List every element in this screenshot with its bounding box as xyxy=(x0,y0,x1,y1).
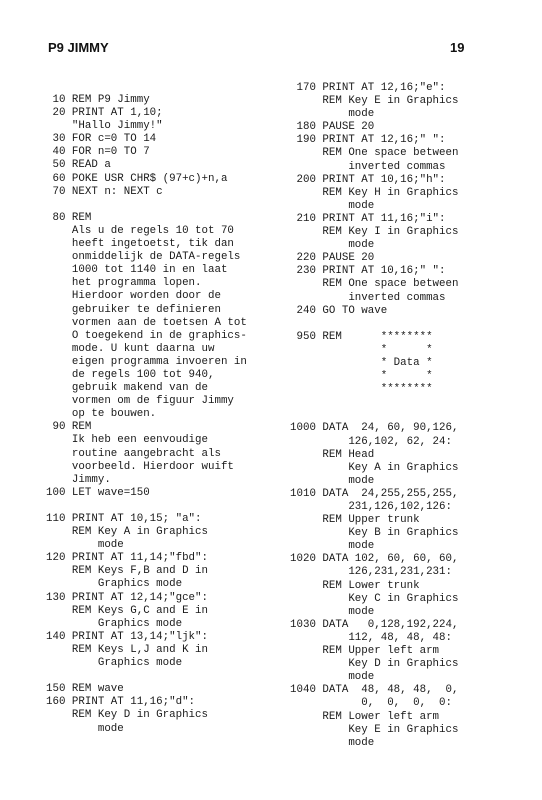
code-line: Hierdoor worden door de xyxy=(46,290,221,303)
code-line: 120 PRINT AT 11,14;"fbd": xyxy=(46,552,208,565)
code-line: Jimmy. xyxy=(46,473,111,486)
code-line: eigen programma invoeren in xyxy=(46,355,247,368)
code-line: 80 REM xyxy=(46,211,92,224)
code-line: 126,231,231,231: xyxy=(290,566,452,579)
code-line: Graphics mode xyxy=(46,657,183,670)
code-line: 110 PRINT AT 10,15; "a": xyxy=(46,513,202,525)
code-line: REM Key I in Graphics xyxy=(290,226,459,239)
code-line xyxy=(290,409,530,422)
code-line: 230 PRINT AT 10,16;" ": xyxy=(290,265,446,278)
code-line: 190 PRINT AT 12,16;" ": xyxy=(290,134,446,147)
code-line: Key A in Graphics xyxy=(290,461,459,474)
code-line: 50 READ a xyxy=(46,159,111,172)
code-line: 60 POKE USR CHR$ (97+c)+n,a xyxy=(46,172,228,185)
code-line: de regels 100 tot 940, xyxy=(46,368,215,381)
code-line: mode xyxy=(46,539,124,552)
code-line: Graphics mode xyxy=(46,617,183,630)
code-line: * Data * xyxy=(290,356,433,369)
code-line: inverted commas xyxy=(290,160,446,173)
code-line: inverted commas xyxy=(290,291,446,304)
code-line: 140 PRINT AT 13,14;"ljk": xyxy=(46,630,208,643)
code-line: Key D in Graphics xyxy=(290,658,459,671)
code-line: REM Key E in Graphics xyxy=(290,95,459,108)
code-line: mode xyxy=(290,474,375,487)
code-line: REM Upper left arm xyxy=(290,645,440,658)
code-line: 40 FOR n=0 TO 7 xyxy=(46,146,150,159)
code-line: REM Keys L,J and K in xyxy=(46,643,208,656)
code-line: O toegekend in de graphics- xyxy=(46,329,247,342)
code-line: 0, 0, 0, 0: xyxy=(290,697,452,710)
code-line: 231,126,102,126: xyxy=(290,501,452,513)
code-line: mode xyxy=(290,199,375,212)
code-line: REM Lower left arm xyxy=(290,710,440,723)
code-line xyxy=(46,199,286,212)
code-line: 126,102, 62, 24: xyxy=(290,435,452,448)
code-line: 100 LET wave=150 xyxy=(46,486,150,499)
code-line: voorbeeld. Hierdoor wuift xyxy=(46,460,234,473)
program-listing-right-column xyxy=(290,82,530,750)
code-line xyxy=(46,500,286,513)
code-line: ******** xyxy=(290,383,433,396)
code-line: REM Key D in Graphics xyxy=(46,709,208,722)
code-line: 112, 48, 48, 48: xyxy=(290,631,452,644)
code-line: mode xyxy=(290,108,375,121)
code-line: mode xyxy=(290,605,375,618)
code-line: 30 FOR c=0 TO 14 xyxy=(46,133,157,146)
code-line: REM Keys F,B and D in xyxy=(46,565,208,578)
code-line: 950 REM ******** xyxy=(290,330,433,343)
code-line: 240 GO TO wave xyxy=(290,304,388,317)
code-line: Graphics mode xyxy=(46,578,183,591)
code-line: * * xyxy=(290,370,433,383)
code-line: Key C in Graphics xyxy=(290,592,459,605)
code-line: 1000 DATA 24, 60, 90,126, xyxy=(290,422,459,435)
code-line: 210 PRINT AT 11,16;"i": xyxy=(290,212,446,225)
code-line: gebruiker te definieren xyxy=(46,303,221,316)
code-line: Key B in Graphics xyxy=(290,527,459,540)
code-line: REM Head xyxy=(290,448,375,461)
code-line: REM Key A in Graphics xyxy=(46,526,208,539)
code-line: het programma lopen. xyxy=(46,277,202,290)
code-line: 10 REM P9 Jimmy xyxy=(46,94,150,106)
code-line: REM Key H in Graphics xyxy=(290,186,459,199)
code-line: Ik heb een eenvoudige xyxy=(46,434,208,447)
code-line xyxy=(46,670,286,683)
code-line: REM Upper trunk xyxy=(290,514,420,527)
code-line: 130 PRINT AT 12,14;"gce": xyxy=(46,591,208,604)
running-title: P9 JIMMY xyxy=(48,40,109,55)
code-line: op te bouwen. xyxy=(46,408,157,421)
code-line xyxy=(290,396,530,409)
code-line: 90 REM xyxy=(46,421,92,434)
code-line: Key E in Graphics xyxy=(290,723,459,736)
code-line: mode xyxy=(290,540,375,553)
code-line: mode xyxy=(46,722,124,735)
code-line: 160 PRINT AT 11,16;"d": xyxy=(46,696,196,709)
page-number: 19 xyxy=(450,40,465,55)
program-listing-left-column xyxy=(46,94,286,736)
code-line: 70 NEXT n: NEXT c xyxy=(46,185,163,198)
code-line: REM One space between xyxy=(290,147,459,160)
code-line: 180 PAUSE 20 xyxy=(290,121,375,134)
code-line: Als u de regels 10 tot 70 xyxy=(46,224,234,237)
code-line: mode xyxy=(290,736,375,749)
code-line: REM Lower trunk xyxy=(290,579,420,592)
code-line: mode xyxy=(290,239,375,252)
code-line: "Hallo Jimmy!" xyxy=(46,120,163,133)
code-line: gebruik makend van de xyxy=(46,382,208,395)
code-line: 1010 DATA 24,255,255,255, xyxy=(290,487,459,500)
code-line: 1020 DATA 102, 60, 60, 60, xyxy=(290,553,459,566)
code-line: onmiddelijk de DATA-regels xyxy=(46,251,241,264)
code-line: 200 PRINT AT 10,16;"h": xyxy=(290,173,446,186)
code-line: 220 PAUSE 20 xyxy=(290,252,375,265)
code-line: REM One space between xyxy=(290,278,459,291)
code-line: routine aangebracht als xyxy=(46,447,221,460)
code-line: 150 REM wave xyxy=(46,683,124,696)
code-line: vormen om de figuur Jimmy xyxy=(46,395,234,408)
code-line: REM Keys G,C and E in xyxy=(46,604,208,617)
code-line: 1030 DATA 0,128,192,224, xyxy=(290,618,459,631)
code-line: 170 PRINT AT 12,16;"e": xyxy=(290,82,446,94)
code-line: mode xyxy=(290,671,375,684)
code-line: heeft ingetoetst, tik dan xyxy=(46,238,234,251)
code-line: vormen aan de toetsen A tot xyxy=(46,316,247,329)
code-line xyxy=(290,318,530,331)
code-line: 1040 DATA 48, 48, 48, 0, xyxy=(290,684,459,697)
code-line: 20 PRINT AT 1,10; xyxy=(46,107,163,120)
code-line: * * xyxy=(290,343,433,356)
code-line: mode. U kunt daarna uw xyxy=(46,342,215,355)
code-line: 1000 tot 1140 in en laat xyxy=(46,264,228,277)
